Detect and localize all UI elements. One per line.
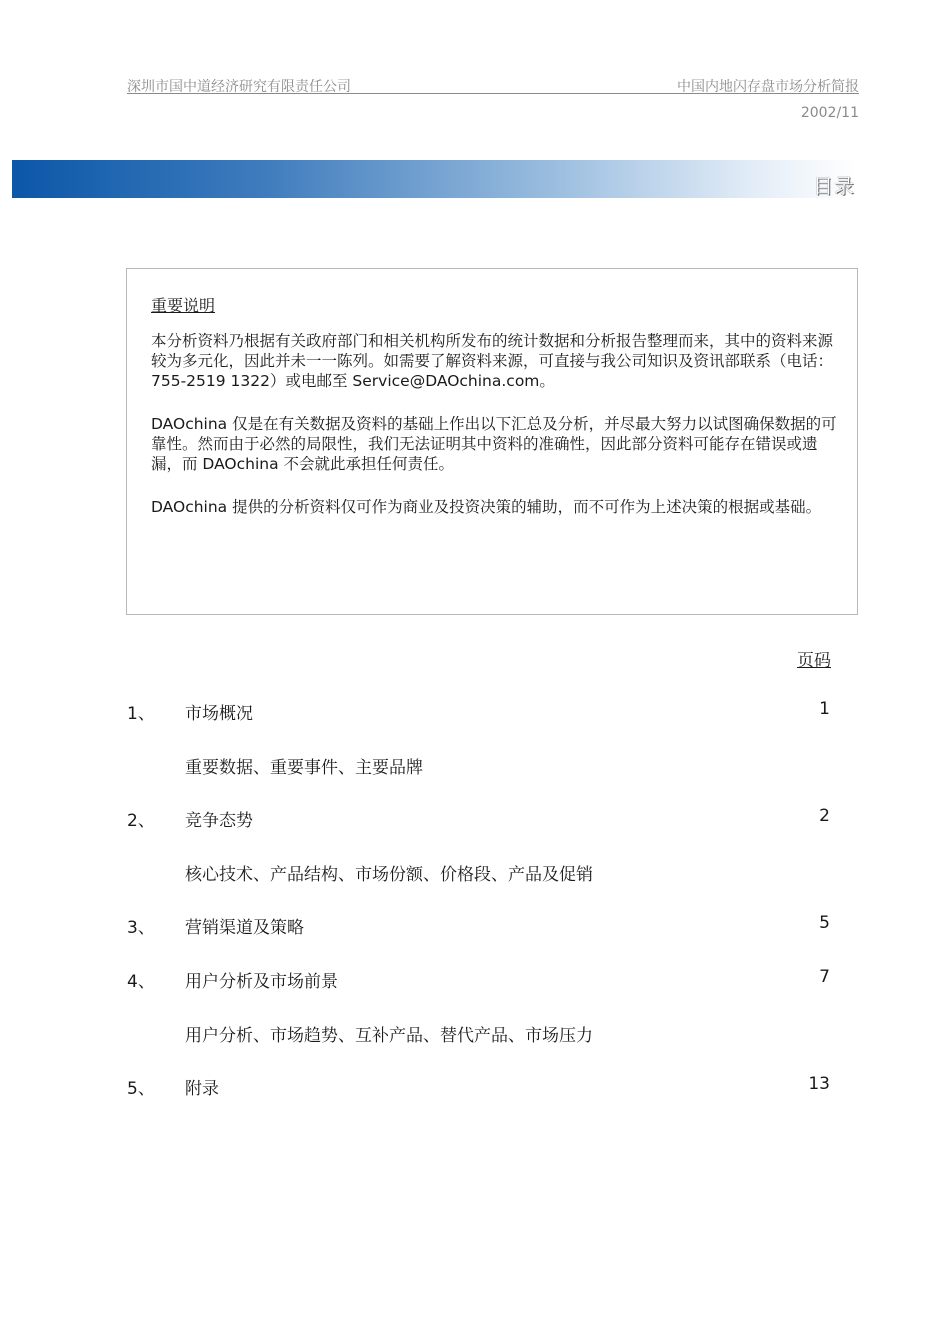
toc-entry-page: 2 bbox=[819, 806, 830, 826]
toc-subtopics-2: 核心技术、产品结构、市场份额、价格段、产品及促销 bbox=[185, 865, 593, 885]
notice-title: 重要说明 bbox=[151, 296, 216, 315]
toc-entry-page: 7 bbox=[819, 967, 830, 987]
toc-entry-number: 1、 bbox=[127, 704, 155, 724]
toc-subtopics-1: 重要数据、重要事件、主要品牌 bbox=[185, 758, 423, 778]
toc-entry-5[interactable] bbox=[0, 1074, 950, 1098]
notice-paragraph-3: DAOchina 提供的分析资料仅可作为商业及投资决策的辅助，而不可作为上述决策的根据或基础。 bbox=[151, 498, 822, 516]
toc-entry-3[interactable] bbox=[0, 913, 950, 937]
toc-entry-page: 1 bbox=[819, 699, 830, 719]
banner bbox=[12, 160, 856, 198]
toc-entry-number: 5、 bbox=[127, 1079, 155, 1099]
toc-page-label: 页码 bbox=[797, 651, 831, 671]
toc-entry-number: 2、 bbox=[127, 811, 155, 831]
toc-entry-title: 市场概况 bbox=[185, 704, 253, 724]
toc-subtopics-4: 用户分析、市场趋势、互补产品、替代产品、市场压力 bbox=[185, 1026, 593, 1046]
toc-entry-4[interactable] bbox=[0, 967, 950, 991]
toc-entry-title: 竞争态势 bbox=[185, 811, 253, 831]
toc-entry-1[interactable] bbox=[0, 699, 950, 723]
toc-entry-title: 营销渠道及策略 bbox=[185, 918, 304, 938]
toc-entry-title: 附录 bbox=[185, 1079, 219, 1099]
toc-entry-number: 4、 bbox=[127, 972, 155, 992]
toc-entry-page: 13 bbox=[808, 1074, 830, 1094]
header-company: 深圳市国中道经济研究有限责任公司 bbox=[127, 79, 351, 95]
notice-paragraph-1: 本分析资料乃根据有关政府部门和相关机构所发布的统计数据和分析报告整理而来，其中的资料来源较为多元化，因此并未一一陈列。如需要了解资料来源，可直接与我公司知识及资讯部联系（电话：755-2519 1322）或电邮至 Service@DAOchina.com。 bbox=[151, 332, 834, 390]
header-date: 2002/11 bbox=[800, 105, 859, 121]
banner-title: 目录 bbox=[813, 174, 855, 198]
toc-entry-2[interactable] bbox=[0, 806, 950, 830]
toc-entry-title: 用户分析及市场前景 bbox=[185, 972, 338, 992]
header-report-title: 中国内地闪存盘市场分析简报 bbox=[677, 79, 859, 95]
header-rule bbox=[127, 93, 859, 94]
notice-paragraph-2: DAOchina 仅是在有关数据及资料的基础上作出以下汇总及分析，并尽最大努力以试图确保数据的可靠性。然而由于必然的局限性，我们无法证明其中资料的准确性，因此部分资料可能存在错误或遗漏，而 DAOchina 不会就此承担任何责任。 bbox=[151, 415, 837, 473]
toc-entry-page: 5 bbox=[819, 913, 830, 933]
toc-entry-number: 3、 bbox=[127, 918, 155, 938]
notice-box bbox=[126, 268, 858, 615]
